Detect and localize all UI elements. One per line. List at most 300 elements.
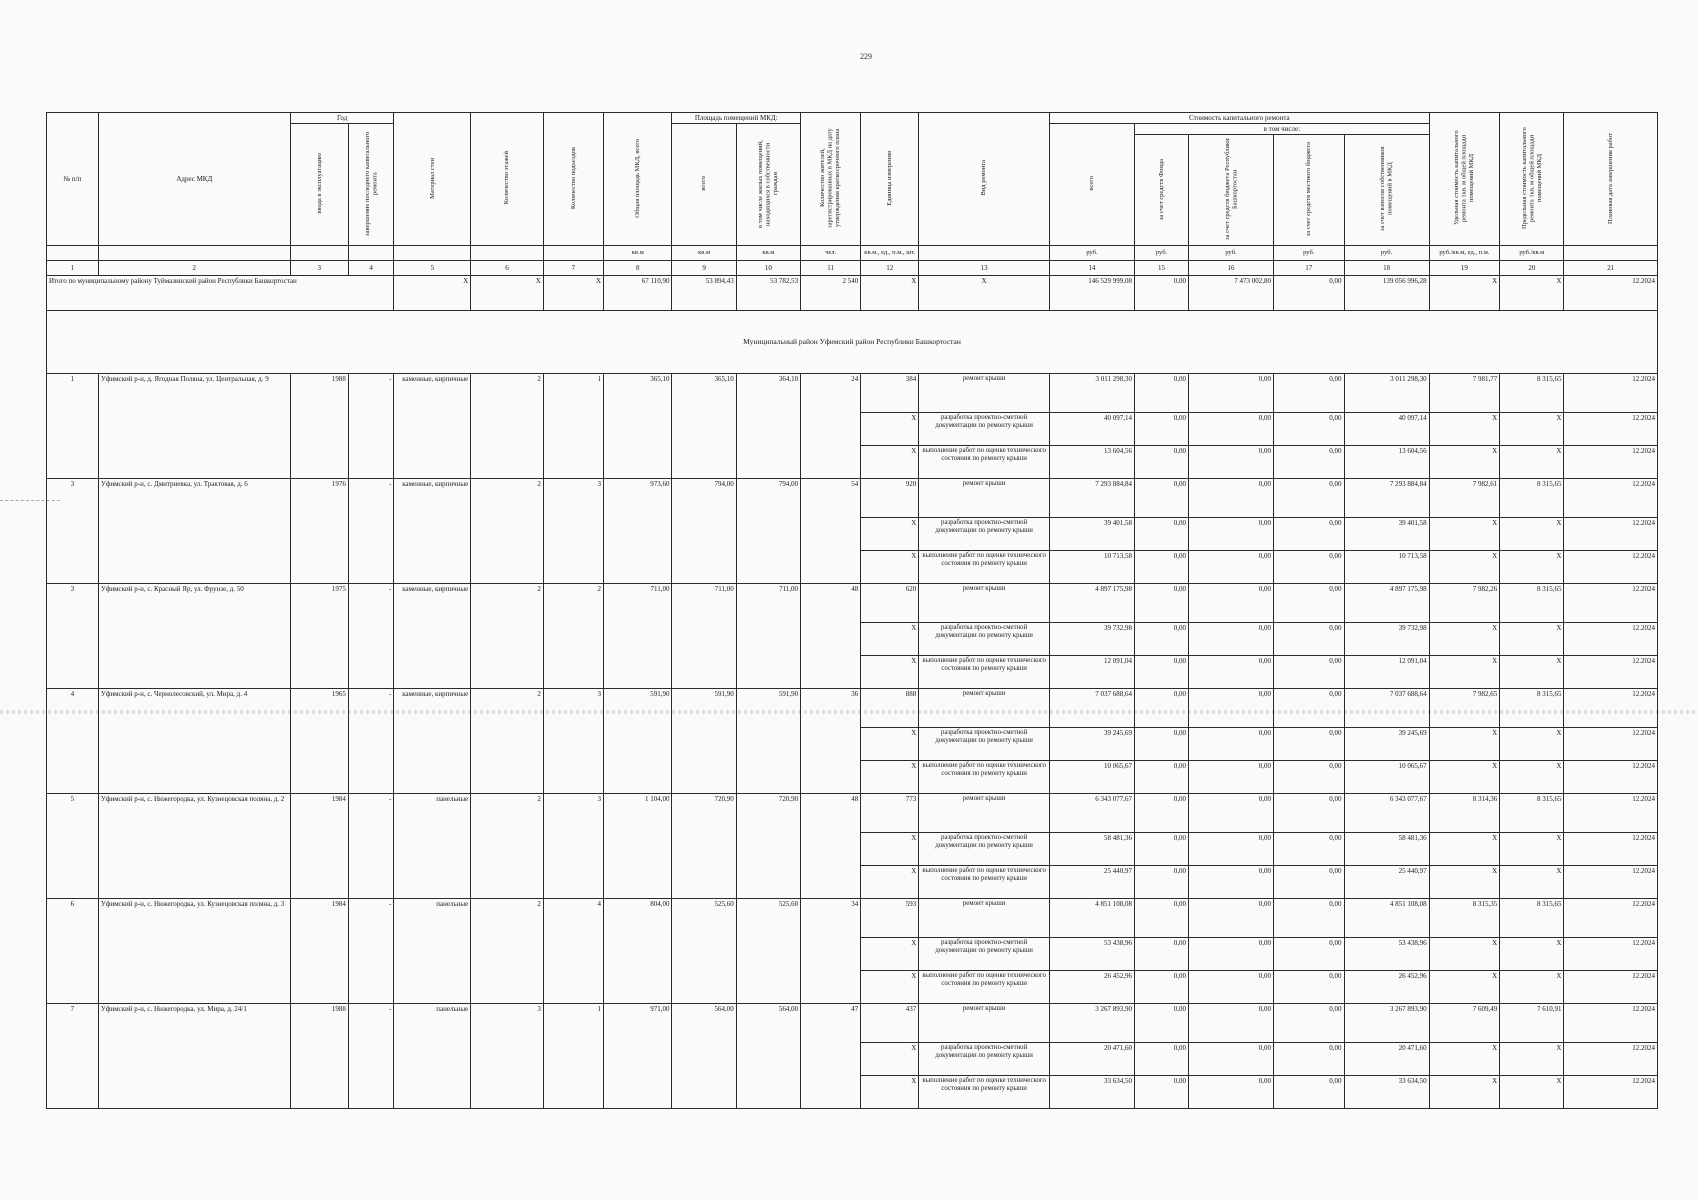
work-max-cost: X	[1500, 866, 1564, 899]
work-cost-owners: 7 293 884,84	[1344, 479, 1429, 518]
work-cost-total: 58 481,36	[1049, 833, 1134, 866]
work-type: выполнение работ по оценке технического состояния по ремонту крыши	[919, 761, 1050, 794]
work-unit-cost: 7 609,49	[1429, 1004, 1500, 1043]
work-cost-total: 53 438,96	[1049, 938, 1134, 971]
work-unit: 773	[861, 794, 919, 833]
work-unit-cost: 8 315,35	[1429, 899, 1500, 938]
work-unit-cost: 8 314,36	[1429, 794, 1500, 833]
work-type: разработка проектно-сметной документации по ремонту крыши	[919, 833, 1050, 866]
header-total-area: Общая площадь МКД, всего	[604, 113, 672, 246]
building-address: Уфимский р-н, с. Нижегородка, ул. Мира, д. 24/1	[98, 1004, 290, 1109]
column-number-cell: 8	[604, 261, 672, 276]
work-cost-republic: 0,00	[1188, 374, 1273, 413]
work-unit-cost: X	[1429, 1076, 1500, 1109]
work-cost-republic: 0,00	[1188, 656, 1273, 689]
work-cost-local: 0,00	[1274, 623, 1345, 656]
unit-cell: кв.м	[736, 246, 800, 261]
building-area: 591,90	[672, 689, 736, 794]
work-cost-total: 10 713,58	[1049, 551, 1134, 584]
header-area-group: Площадь помещений МКД:	[672, 113, 801, 124]
work-unit-cost: X	[1429, 833, 1500, 866]
work-planned-date: 12.2024	[1564, 971, 1658, 1004]
building-residents: 24	[801, 374, 861, 479]
building-row	[47, 689, 1658, 728]
building-total-area: 365,10	[604, 374, 672, 479]
total-cell-c16: 7 473 002,80	[1188, 276, 1273, 311]
work-unit: X	[861, 833, 919, 866]
work-unit-cost: X	[1429, 728, 1500, 761]
work-max-cost: 8 315,65	[1500, 479, 1564, 518]
work-planned-date: 12.2024	[1564, 899, 1658, 938]
header-floors: Количество этажей	[471, 113, 544, 246]
total-cell-c13: X	[919, 276, 1050, 311]
work-cost-local: 0,00	[1274, 833, 1345, 866]
unit-cell	[348, 246, 394, 261]
building-walls: панельные	[394, 1004, 471, 1109]
work-cost-fund: 0,00	[1135, 656, 1189, 689]
building-walls: каменные, кирпичные	[394, 479, 471, 584]
work-cost-fund: 0,00	[1135, 1076, 1189, 1109]
work-cost-fund: 0,00	[1135, 479, 1189, 518]
work-planned-date: 12.2024	[1564, 833, 1658, 866]
work-planned-date: 12.2024	[1564, 1043, 1658, 1076]
work-unit-cost: X	[1429, 1043, 1500, 1076]
work-unit-cost: X	[1429, 518, 1500, 551]
building-row	[47, 899, 1658, 938]
total-cell-c15: 0,00	[1135, 276, 1189, 311]
unit-cell	[543, 246, 603, 261]
work-type: выполнение работ по оценке технического состояния по ремонту крыши	[919, 971, 1050, 1004]
total-cell-c5: X	[394, 276, 471, 311]
work-cost-owners: 53 438,96	[1344, 938, 1429, 971]
building-floors: 2	[471, 479, 544, 584]
work-cost-local: 0,00	[1274, 584, 1345, 623]
work-cost-republic: 0,00	[1188, 833, 1273, 866]
building-floors: 3	[471, 1004, 544, 1109]
work-cost-republic: 0,00	[1188, 1004, 1273, 1043]
work-type: выполнение работ по оценке технического состояния по ремонту крыши	[919, 446, 1050, 479]
work-max-cost: X	[1500, 971, 1564, 1004]
building-year: 1988	[290, 374, 348, 479]
column-number-cell: 16	[1188, 261, 1273, 276]
work-type: выполнение работ по оценке технического состояния по ремонту крыши	[919, 656, 1050, 689]
page-number: 229	[860, 52, 872, 61]
work-type: ремонт крыши	[919, 689, 1050, 728]
header-area-living: в том числе жилых помещений, находящихся в собственности граждан	[736, 124, 800, 246]
work-unit: X	[861, 971, 919, 1004]
column-number-cell: 13	[919, 261, 1050, 276]
building-row	[47, 794, 1658, 833]
building-walls: каменные, кирпичные	[394, 584, 471, 689]
work-cost-owners: 25 440,97	[1344, 866, 1429, 899]
building-year: 1984	[290, 794, 348, 899]
work-cost-total: 7 293 884,84	[1049, 479, 1134, 518]
work-cost-republic: 0,00	[1188, 413, 1273, 446]
work-type: разработка проектно-сметной документации по ремонту крыши	[919, 1043, 1050, 1076]
building-address: Уфимский р-н, с. Нижегородка, ул. Кузнецовская поляна, д. 2	[98, 794, 290, 899]
work-cost-local: 0,00	[1274, 866, 1345, 899]
work-cost-fund: 0,00	[1135, 374, 1189, 413]
header-incl-group: в том числе:	[1135, 124, 1430, 135]
header-walls: Материал стен	[394, 113, 471, 246]
work-cost-owners: 4 897 175,98	[1344, 584, 1429, 623]
work-cost-total: 13 604,56	[1049, 446, 1134, 479]
work-cost-owners: 39 245,69	[1344, 728, 1429, 761]
work-cost-owners: 58 481,36	[1344, 833, 1429, 866]
work-cost-fund: 0,00	[1135, 761, 1189, 794]
work-planned-date: 12.2024	[1564, 689, 1658, 728]
work-cost-fund: 0,00	[1135, 518, 1189, 551]
work-unit: 437	[861, 1004, 919, 1043]
unit-cell	[919, 246, 1050, 261]
work-cost-total: 26 452,96	[1049, 971, 1134, 1004]
work-type: выполнение работ по оценке технического состояния по ремонту крыши	[919, 866, 1050, 899]
building-entrances: 3	[543, 794, 603, 899]
work-type: ремонт крыши	[919, 794, 1050, 833]
building-address: Уфимский р-н, с. Чернолесовский, ул. Мира, д. 4	[98, 689, 290, 794]
building-address: Уфимский р-н, с. Нижегородка, ул. Кузнецовская поляна, д. 3	[98, 899, 290, 1004]
header-year-group: Год	[290, 113, 394, 124]
building-number: 7	[47, 1004, 99, 1109]
building-floors: 2	[471, 794, 544, 899]
units-row	[47, 246, 1658, 261]
building-total-area: 591,90	[604, 689, 672, 794]
unit-cell: кв.м	[672, 246, 736, 261]
work-planned-date: 12.2024	[1564, 374, 1658, 413]
total-cell-c20: X	[1500, 276, 1564, 311]
work-max-cost: X	[1500, 518, 1564, 551]
work-cost-total: 3 011 298,30	[1049, 374, 1134, 413]
column-number-cell: 12	[861, 261, 919, 276]
building-living-area: 794,00	[736, 479, 800, 584]
work-type: ремонт крыши	[919, 584, 1050, 623]
work-planned-date: 12.2024	[1564, 761, 1658, 794]
work-type: ремонт крыши	[919, 479, 1050, 518]
work-cost-total: 20 471,60	[1049, 1043, 1134, 1076]
work-unit: X	[861, 761, 919, 794]
column-number-cell: 1	[47, 261, 99, 276]
building-number: 4	[47, 689, 99, 794]
work-unit-cost: 7 982,26	[1429, 584, 1500, 623]
work-cost-local: 0,00	[1274, 518, 1345, 551]
work-cost-local: 0,00	[1274, 374, 1345, 413]
work-cost-local: 0,00	[1274, 728, 1345, 761]
work-cost-fund: 0,00	[1135, 551, 1189, 584]
building-living-area: 711,00	[736, 584, 800, 689]
work-max-cost: 8 315,65	[1500, 689, 1564, 728]
unit-cell: кв.м., ед., п.м., шт.	[861, 246, 919, 261]
header-planned-date: Плановая дата завершения работ	[1564, 113, 1658, 246]
work-type: разработка проектно-сметной документации по ремонту крыши	[919, 938, 1050, 971]
work-cost-republic: 0,00	[1188, 1043, 1273, 1076]
building-entrances: 3	[543, 689, 603, 794]
building-area: 365,10	[672, 374, 736, 479]
building-last-repair: -	[348, 1004, 394, 1109]
work-cost-republic: 0,00	[1188, 866, 1273, 899]
work-cost-total: 4 897 175,98	[1049, 584, 1134, 623]
building-last-repair: -	[348, 374, 394, 479]
work-cost-fund: 0,00	[1135, 623, 1189, 656]
work-planned-date: 12.2024	[1564, 1004, 1658, 1043]
work-cost-fund: 0,00	[1135, 584, 1189, 623]
work-cost-local: 0,00	[1274, 551, 1345, 584]
work-cost-owners: 4 851 108,08	[1344, 899, 1429, 938]
building-last-repair: -	[348, 794, 394, 899]
header-row-1	[47, 113, 1658, 124]
work-unit: X	[861, 446, 919, 479]
work-cost-local: 0,00	[1274, 689, 1345, 728]
header-repair-type: Вид ремонта	[919, 113, 1050, 246]
building-residents: 48	[801, 584, 861, 689]
unit-cell: чел.	[801, 246, 861, 261]
work-unit: X	[861, 413, 919, 446]
work-cost-local: 0,00	[1274, 1043, 1345, 1076]
work-max-cost: X	[1500, 1076, 1564, 1109]
unit-cell: руб.	[1344, 246, 1429, 261]
building-address: Уфимский р-н, д. Ягодная Поляна, ул. Центральная, д. 9	[98, 374, 290, 479]
unit-cell: руб./кв.м, ед., п.м.	[1429, 246, 1500, 261]
total-cell-c18: 139 056 996,28	[1344, 276, 1429, 311]
building-residents: 36	[801, 689, 861, 794]
work-max-cost: X	[1500, 446, 1564, 479]
work-max-cost: 8 315,65	[1500, 899, 1564, 938]
building-address: Уфимский р-н, с. Дмитриевка, ул. Трактовая, д. 6	[98, 479, 290, 584]
header-cost-total: всего	[1049, 124, 1134, 246]
work-cost-owners: 12 091,04	[1344, 656, 1429, 689]
work-unit-cost: X	[1429, 446, 1500, 479]
work-type: выполнение работ по оценке технического состояния по ремонту крыши	[919, 1076, 1050, 1109]
building-living-area: 720,90	[736, 794, 800, 899]
unit-cell	[1564, 246, 1658, 261]
building-living-area: 364,10	[736, 374, 800, 479]
building-year: 1975	[290, 584, 348, 689]
column-number-cell: 7	[543, 261, 603, 276]
work-cost-fund: 0,00	[1135, 446, 1189, 479]
column-number-row	[47, 261, 1658, 276]
column-number-cell: 15	[1135, 261, 1189, 276]
work-max-cost: X	[1500, 833, 1564, 866]
work-planned-date: 12.2024	[1564, 1076, 1658, 1109]
work-cost-total: 7 037 688,64	[1049, 689, 1134, 728]
unit-cell: руб.	[1188, 246, 1273, 261]
column-number-cell: 18	[1344, 261, 1429, 276]
work-cost-fund: 0,00	[1135, 833, 1189, 866]
unit-cell	[290, 246, 348, 261]
work-cost-total: 4 851 108,08	[1049, 899, 1134, 938]
total-row	[47, 276, 1658, 311]
work-cost-owners: 6 343 077,67	[1344, 794, 1429, 833]
district-row	[47, 311, 1658, 374]
building-entrances: 1	[543, 374, 603, 479]
unit-cell	[394, 246, 471, 261]
work-type: разработка проектно-сметной документации по ремонту крыши	[919, 518, 1050, 551]
work-unit: X	[861, 866, 919, 899]
total-cell-c6: X	[471, 276, 544, 311]
work-cost-owners: 20 471,60	[1344, 1043, 1429, 1076]
work-cost-local: 0,00	[1274, 446, 1345, 479]
column-number-cell: 17	[1274, 261, 1345, 276]
header-fund: за счет средств Фонда	[1135, 135, 1189, 246]
building-number: 3	[47, 584, 99, 689]
header-owner-fees: за счет взносов собственников помещений в МКД	[1344, 135, 1429, 246]
work-planned-date: 12.2024	[1564, 584, 1658, 623]
work-cost-owners: 10 065,67	[1344, 761, 1429, 794]
work-cost-fund: 0,00	[1135, 794, 1189, 833]
header-num: № п/п	[47, 113, 99, 246]
work-cost-owners: 13 604,56	[1344, 446, 1429, 479]
header-residents: Количество жителей, зарегистрированных в МКД на дату утверждения краткосрочного плана	[801, 113, 861, 246]
work-unit-cost: X	[1429, 866, 1500, 899]
building-entrances: 4	[543, 899, 603, 1004]
work-cost-local: 0,00	[1274, 1076, 1345, 1109]
unit-cell	[471, 246, 544, 261]
work-cost-total: 39 245,69	[1049, 728, 1134, 761]
work-cost-local: 0,00	[1274, 656, 1345, 689]
work-cost-total: 10 065,67	[1049, 761, 1134, 794]
building-entrances: 3	[543, 479, 603, 584]
column-number-cell: 20	[1500, 261, 1564, 276]
header-entrances: Количество подъездов	[543, 113, 603, 246]
work-unit-cost: 7 982,65	[1429, 689, 1500, 728]
work-max-cost: X	[1500, 938, 1564, 971]
building-year: 1988	[290, 1004, 348, 1109]
work-cost-local: 0,00	[1274, 1004, 1345, 1043]
work-cost-republic: 0,00	[1188, 551, 1273, 584]
work-unit-cost: X	[1429, 761, 1500, 794]
column-number-cell: 14	[1049, 261, 1134, 276]
building-row	[47, 1004, 1658, 1043]
work-type: разработка проектно-сметной документации по ремонту крыши	[919, 623, 1050, 656]
work-cost-owners: 7 037 688,64	[1344, 689, 1429, 728]
work-planned-date: 12.2024	[1564, 413, 1658, 446]
capital-repair-plan-table	[46, 112, 1658, 1109]
work-cost-republic: 0,00	[1188, 794, 1273, 833]
work-cost-local: 0,00	[1274, 938, 1345, 971]
building-area: 711,00	[672, 584, 736, 689]
work-cost-total: 39 401,58	[1049, 518, 1134, 551]
total-cell-c21: 12.2024	[1564, 276, 1658, 311]
header-last-repair: завершение последнего капитального ремонта	[348, 124, 394, 246]
work-cost-fund: 0,00	[1135, 1004, 1189, 1043]
work-unit-cost: 7 982,61	[1429, 479, 1500, 518]
work-cost-total: 12 091,04	[1049, 656, 1134, 689]
building-walls: каменные, кирпичные	[394, 374, 471, 479]
work-cost-owners: 39 401,58	[1344, 518, 1429, 551]
header-unit-cost: Удельная стоимость капитального ремонта 1кв. м общей площади помещений МКД	[1429, 113, 1500, 246]
building-row	[47, 374, 1658, 413]
building-number: 1	[47, 374, 99, 479]
building-last-repair: -	[348, 584, 394, 689]
work-max-cost: 8 315,65	[1500, 794, 1564, 833]
work-cost-republic: 0,00	[1188, 1076, 1273, 1109]
building-number: 3	[47, 479, 99, 584]
column-number-cell: 2	[98, 261, 290, 276]
unit-cell: кв.м	[604, 246, 672, 261]
building-year: 1976	[290, 479, 348, 584]
building-residents: 48	[801, 794, 861, 899]
building-walls: панельные	[394, 899, 471, 1004]
work-planned-date: 12.2024	[1564, 518, 1658, 551]
work-cost-republic: 0,00	[1188, 689, 1273, 728]
header-address: Адрес МКД	[98, 113, 290, 246]
work-unit: 384	[861, 374, 919, 413]
work-cost-local: 0,00	[1274, 971, 1345, 1004]
building-floors: 2	[471, 689, 544, 794]
work-type: выполнение работ по оценке технического состояния по ремонту крыши	[919, 551, 1050, 584]
unit-cell	[98, 246, 290, 261]
work-cost-fund: 0,00	[1135, 938, 1189, 971]
work-cost-republic: 0,00	[1188, 623, 1273, 656]
building-address: Уфимский р-н, с. Красный Яр, ул. Фрунзе, д. 50	[98, 584, 290, 689]
header-cost-group: Стоимость капитального ремонта	[1049, 113, 1429, 124]
district-title: Муниципальный район Уфимский район Республики Башкортостан	[47, 311, 1658, 374]
building-entrances: 2	[543, 584, 603, 689]
work-max-cost: X	[1500, 728, 1564, 761]
building-living-area: 525,60	[736, 899, 800, 1004]
work-unit: 593	[861, 899, 919, 938]
unit-cell: руб.	[1135, 246, 1189, 261]
work-planned-date: 12.2024	[1564, 938, 1658, 971]
building-row	[47, 584, 1658, 623]
work-cost-total: 3 267 893,90	[1049, 1004, 1134, 1043]
column-number-cell: 4	[348, 261, 394, 276]
header-republic-budget: за счет средств бюджета Республики Башкортостан	[1188, 135, 1273, 246]
work-type: ремонт крыши	[919, 899, 1050, 938]
building-total-area: 1 104,00	[604, 794, 672, 899]
work-cost-republic: 0,00	[1188, 584, 1273, 623]
work-cost-fund: 0,00	[1135, 689, 1189, 728]
building-floors: 2	[471, 374, 544, 479]
work-max-cost: X	[1500, 656, 1564, 689]
work-cost-fund: 0,00	[1135, 728, 1189, 761]
work-cost-owners: 3 011 298,30	[1344, 374, 1429, 413]
work-unit-cost: X	[1429, 656, 1500, 689]
work-type: ремонт крыши	[919, 374, 1050, 413]
column-number-cell: 21	[1564, 261, 1658, 276]
work-unit: 920	[861, 479, 919, 518]
work-planned-date: 12.2024	[1564, 866, 1658, 899]
building-last-repair: -	[348, 479, 394, 584]
work-max-cost: 7 610,91	[1500, 1004, 1564, 1043]
unit-cell	[47, 246, 99, 261]
column-number-cell: 19	[1429, 261, 1500, 276]
column-number-cell: 6	[471, 261, 544, 276]
work-cost-fund: 0,00	[1135, 899, 1189, 938]
total-cell-c8: 67 110,90	[604, 276, 672, 311]
building-walls: панельные	[394, 794, 471, 899]
work-planned-date: 12.2024	[1564, 728, 1658, 761]
work-planned-date: 12.2024	[1564, 794, 1658, 833]
work-cost-local: 0,00	[1274, 899, 1345, 938]
work-max-cost: X	[1500, 1043, 1564, 1076]
total-cell-c12: X	[861, 276, 919, 311]
work-max-cost: X	[1500, 761, 1564, 794]
work-cost-total: 40 097,14	[1049, 413, 1134, 446]
work-max-cost: X	[1500, 623, 1564, 656]
building-living-area: 564,00	[736, 1004, 800, 1109]
building-last-repair: -	[348, 689, 394, 794]
work-planned-date: 12.2024	[1564, 656, 1658, 689]
header-max-cost: Предельная стоимость капитального ремонта 1кв. м общей площади помещений МКД	[1500, 113, 1564, 246]
unit-cell: руб.	[1049, 246, 1134, 261]
column-number-cell: 11	[801, 261, 861, 276]
work-cost-republic: 0,00	[1188, 938, 1273, 971]
work-planned-date: 12.2024	[1564, 479, 1658, 518]
header-local-budget: за счет средств местного бюджета	[1274, 135, 1345, 246]
building-year: 1984	[290, 899, 348, 1004]
work-cost-republic: 0,00	[1188, 899, 1273, 938]
work-cost-owners: 10 713,58	[1344, 551, 1429, 584]
